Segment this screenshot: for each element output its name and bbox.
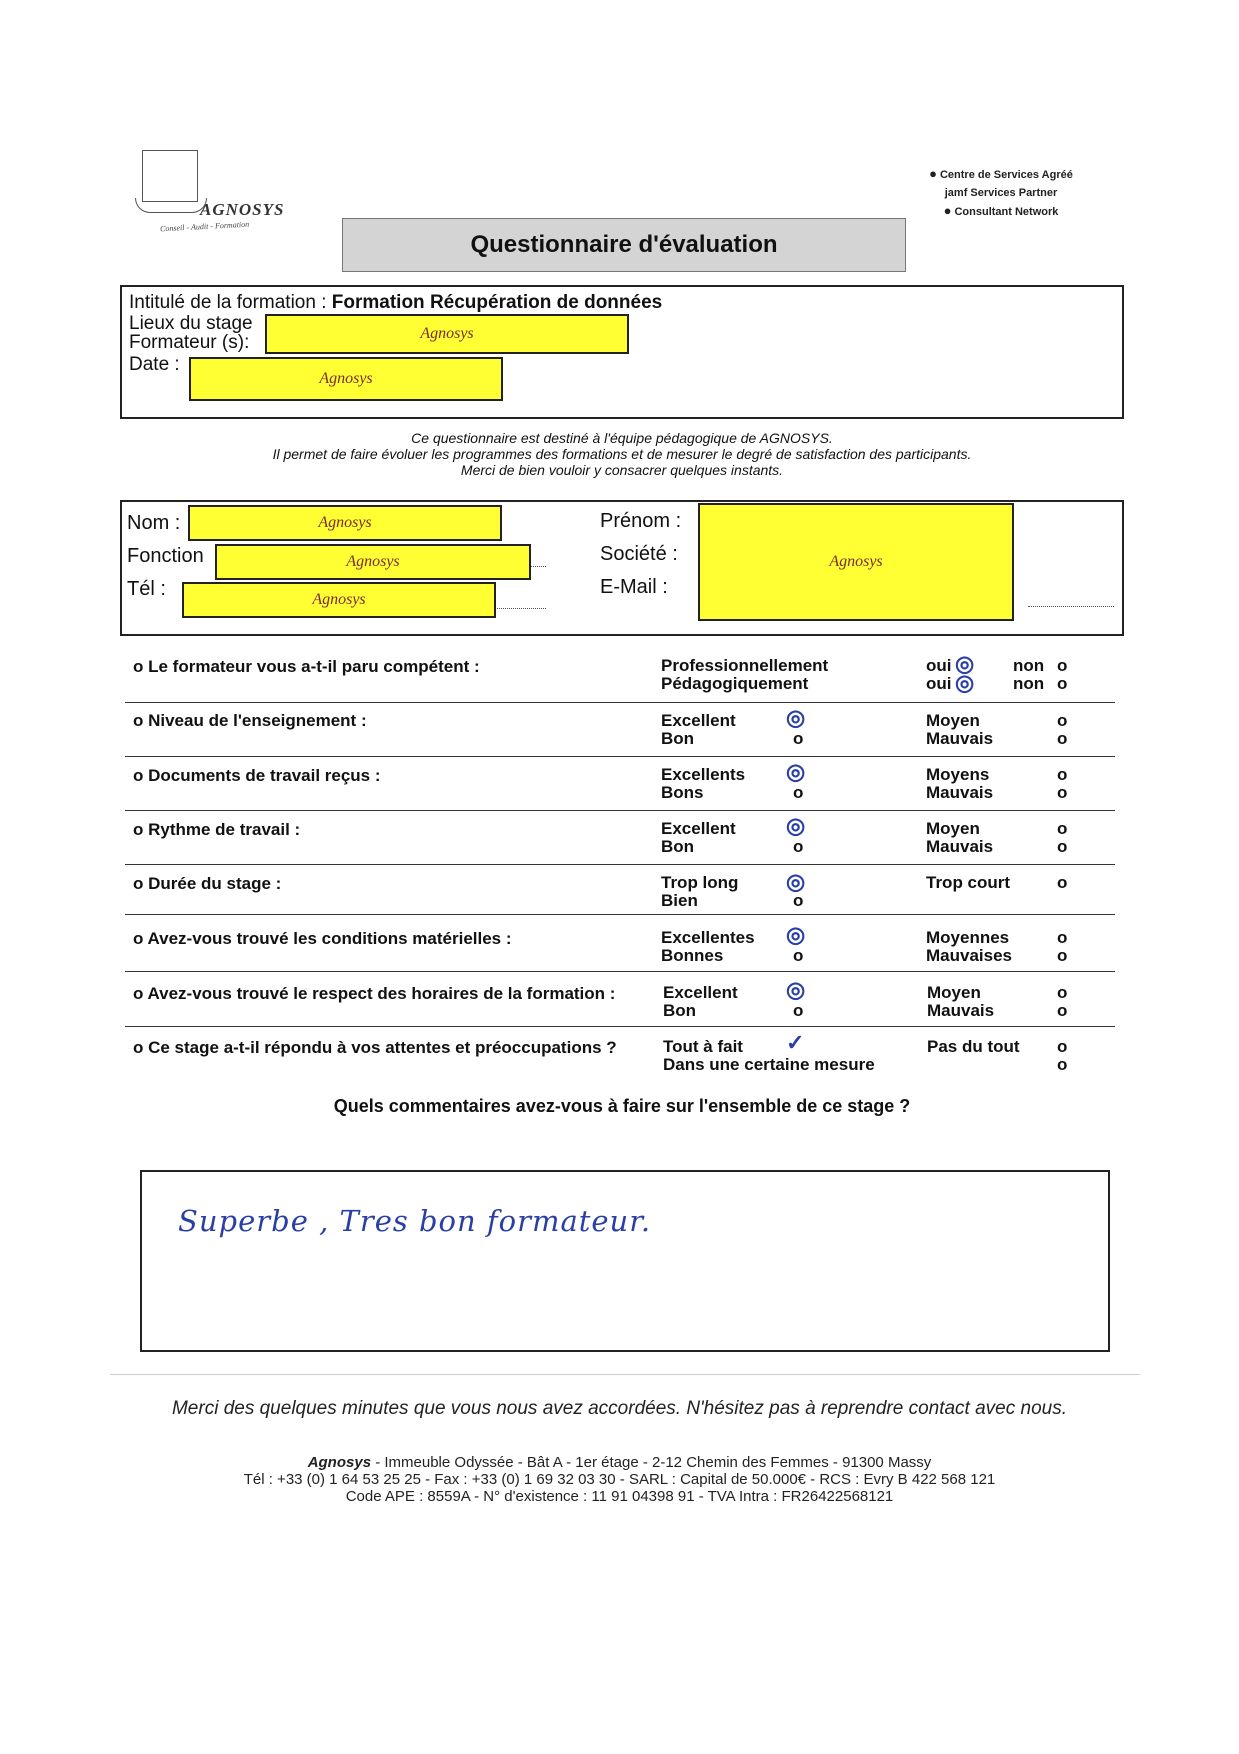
intitule-label: Intitulé de la formation :: [129, 292, 327, 313]
codes-line: Code APE : 8559A - N° d'existence : 11 91 04398 91 - TVA Intra : FR26422568121: [345, 1488, 894, 1505]
redaction-prenom-societe-email: Agnosys: [698, 503, 1014, 621]
question-attentes: o Ce stage a-t-il répondu à vos attentes et préoccupations ?: [133, 1038, 617, 1057]
apple-icon: ●: [943, 203, 952, 218]
radio-mark: o: [1057, 674, 1068, 693]
radio-mark: o: [1057, 765, 1068, 784]
page-title: Questionnaire d'évaluation: [342, 218, 906, 272]
radio-mark: o: [1057, 983, 1068, 1002]
radio-mark: o: [793, 1001, 804, 1020]
thanks-text: Merci des quelques minutes que vous nous avez accordées. N'hésitez pas à reprendre contact avec nous.: [171, 1398, 1068, 1419]
societe-label: Société :: [600, 543, 678, 565]
redaction-fonction: Agnosys: [215, 544, 531, 580]
option-bien: Bien: [661, 891, 698, 910]
logo-base-shape: [135, 198, 207, 213]
footer-divider: [110, 1374, 1140, 1375]
radio-mark: o: [1057, 946, 1068, 965]
question-niveau: o Niveau de l'enseignement :: [133, 711, 367, 730]
address-line: Agnosys - Immeuble Odyssée - Bât A - 1er étage - 2-12 Chemin des Femmes - 91300 Massy: [307, 1454, 932, 1471]
option-moyennes: Moyennes: [926, 928, 1010, 947]
option-moyen: Moyen: [926, 711, 980, 730]
radio-mark: o: [1057, 873, 1068, 892]
formateur-label: Formateur (s):: [129, 332, 250, 353]
radio-mark: o: [793, 837, 804, 856]
checked-mark: ◎: [786, 759, 806, 784]
option-non: non: [1013, 674, 1045, 693]
partner-block: [911, 165, 1091, 221]
option-bons: Bons: [661, 783, 704, 802]
company-name: Agnosys: [307, 1454, 372, 1471]
option-bonnes: Bonnes: [661, 946, 724, 965]
fonction-label: Fonction: [127, 545, 204, 567]
option-pas-du-tout: Pas du tout: [927, 1037, 1020, 1056]
option-moyen: Moyen: [926, 819, 980, 838]
training-info-box: [120, 285, 1124, 419]
tel-dotted-line: [494, 608, 546, 609]
participant-box: [120, 500, 1124, 636]
checked-mark: ◎: [786, 922, 806, 947]
radio-mark: o: [1057, 656, 1068, 675]
radio-mark: o: [1057, 837, 1068, 856]
tel-label: Tél :: [127, 578, 166, 600]
intitule-row: [129, 293, 662, 313]
option-excellentes: Excellentes: [661, 928, 755, 947]
option-excellents: Excellents: [661, 765, 746, 784]
logo-tagline: Conseil - Audit - Formation: [159, 219, 250, 234]
question-duree: o Durée du stage :: [133, 874, 282, 893]
checked-mark: ◎: [786, 705, 806, 730]
radio-mark: o: [1057, 729, 1068, 748]
divider: [125, 1026, 1115, 1027]
comments-box: [140, 1170, 1110, 1352]
question-documents: o Documents de travail reçus :: [133, 766, 381, 785]
partner-line-1: ● Centre de Services Agréé: [929, 166, 1073, 181]
divider: [125, 702, 1115, 703]
option-mauvais: Mauvais: [926, 729, 994, 748]
radio-mark: o: [793, 783, 804, 802]
option-non: non: [1013, 656, 1045, 675]
logo-name: AGNOSYS: [200, 200, 285, 219]
option-bon: Bon: [661, 729, 695, 748]
option-excellent: Excellent: [661, 711, 736, 730]
option-oui: oui: [926, 656, 952, 675]
logo-monitor-icon: [142, 150, 198, 202]
divider: [125, 810, 1115, 811]
option-trop-long: Trop long: [661, 873, 739, 892]
option-professionnellement: Professionnellement: [661, 656, 829, 675]
checked-mark: ◎: [955, 670, 975, 695]
radio-mark: o: [1057, 711, 1068, 730]
option-mauvais: Mauvais: [926, 837, 994, 856]
question-rythme: o Rythme de travail :: [133, 820, 301, 839]
radio-mark: o: [1057, 783, 1068, 802]
radio-mark: o: [1057, 1037, 1068, 1056]
option-moyen: Moyen: [927, 983, 981, 1002]
divider: [125, 914, 1115, 915]
handwritten-comment: Superbe , Tres bon formateur.: [178, 1204, 652, 1238]
checked-mark: ◎: [786, 977, 806, 1002]
option-oui: oui: [926, 674, 952, 693]
email-label: E-Mail :: [600, 576, 668, 598]
divider: [125, 756, 1115, 757]
option-dans-une-certaine-mesure: Dans une certaine mesure: [663, 1055, 875, 1074]
option-bon: Bon: [661, 837, 695, 856]
option-tout-a-fait: Tout à fait: [663, 1037, 743, 1056]
radio-mark: o: [1057, 1001, 1068, 1020]
option-excellent: Excellent: [663, 983, 738, 1002]
radio-mark: o: [1057, 819, 1068, 838]
radio-mark: o: [793, 729, 804, 748]
checked-mark: ◎: [786, 869, 806, 894]
redaction-date: Agnosys: [189, 357, 503, 401]
intro-text: Ce questionnaire est destiné à l'équipe pédagogique de AGNOSYS. Il permet de faire évoluer les programmes des formations et de mesurer le degré de satisfaction des participants. Merci de bien vouloir y consacrer quelques instants.: [272, 430, 972, 478]
lieux-label: Lieux du stage: [129, 313, 253, 334]
redaction-nom: Agnosys: [188, 505, 502, 541]
check-mark: ✓: [786, 1030, 805, 1055]
phone-line: Tél : +33 (0) 1 64 53 25 25 - Fax : +33 (0) 1 69 32 03 30 - SARL : Capital de 50.000€ - RCS : Evry B 422 568 121: [243, 1471, 996, 1488]
comments-question: Quels commentaires avez-vous à faire sur l'ensemble de ce stage ?: [333, 1096, 911, 1116]
radio-mark: o: [793, 891, 804, 910]
checked-mark: ◎: [955, 651, 975, 676]
intitule-value: Formation Récupération de données: [331, 292, 663, 313]
partner-line-3: ● Consultant Network: [943, 203, 1059, 218]
radio-mark: o: [1057, 928, 1068, 947]
partner-line-2: jamf Services Partner: [944, 187, 1058, 199]
company-address: [100, 1454, 1139, 1505]
prenom-label: Prénom :: [600, 510, 682, 532]
radio-mark: o: [1057, 1055, 1068, 1074]
option-mauvais: Mauvais: [926, 783, 994, 802]
email-dotted-line: [1028, 606, 1114, 607]
option-pedagogiquement: Pédagogiquement: [661, 674, 809, 693]
question-formateur: o Le formateur vous a-t-il paru compétent :: [133, 657, 480, 676]
option-moyens: Moyens: [926, 765, 990, 784]
option-trop-court: Trop court: [926, 873, 1011, 892]
question-horaires: o Avez-vous trouvé le respect des horaires de la formation :: [133, 984, 616, 1003]
nom-label: Nom :: [127, 512, 181, 534]
divider: [125, 971, 1115, 972]
redaction-lieux: Agnosys: [265, 314, 629, 354]
option-excellent: Excellent: [661, 819, 736, 838]
question-conditions: o Avez-vous trouvé les conditions matérielles :: [133, 929, 512, 948]
redaction-tel: Agnosys: [182, 582, 496, 618]
option-mauvaises: Mauvaises: [926, 946, 1012, 965]
divider: [125, 864, 1115, 865]
checked-mark: ◎: [786, 813, 806, 838]
option-mauvais: Mauvais: [927, 1001, 995, 1020]
option-bon: Bon: [663, 1001, 697, 1020]
apple-icon: ●: [929, 166, 937, 181]
radio-mark: o: [793, 946, 804, 965]
date-label: Date :: [129, 354, 180, 375]
